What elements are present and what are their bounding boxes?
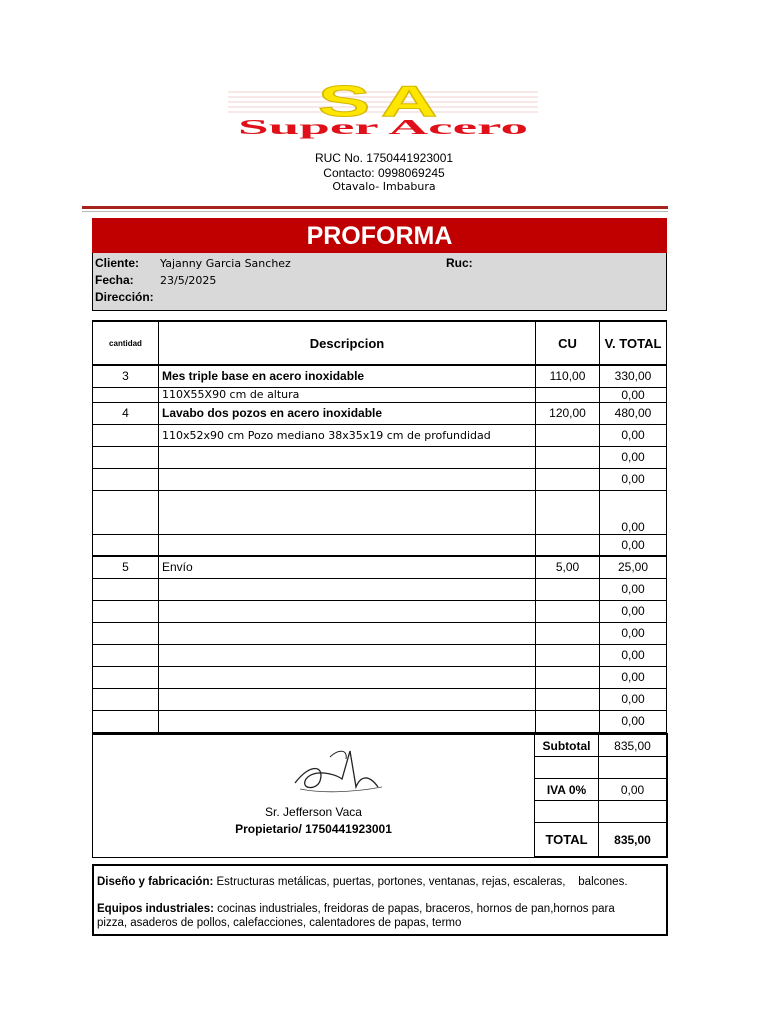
item-total: 0,00 [600,490,667,534]
item-unit-cost [536,644,600,666]
super-acero-logo-graphic [228,80,538,140]
item-quantity [93,534,159,556]
item-description: 110x52x90 cm Pozo mediano 38x35x19 cm de profundidad [159,424,536,446]
header-rule-red [82,206,668,209]
footer-line-equipment [97,902,615,916]
item-unit-cost [536,490,600,534]
footer-design-heading: Diseño y fabricación: [97,876,214,888]
item-description: Envío [159,556,536,578]
table-row [93,446,667,468]
total-value: 835,00 [599,823,667,857]
table-row [93,644,667,666]
item-total: 0,00 [600,688,667,710]
item-total: 0,00 [600,424,667,446]
table-row [93,387,667,402]
date-value: 23/5/2025 [160,274,217,287]
item-unit-cost [536,578,600,600]
item-total: 0,00 [600,468,667,490]
footer-equipment-text: cocinas industriales, freidoras de papas, braceros, hornos de pan,hornos para [213,903,615,915]
header-unit-cost: CU [536,321,600,365]
client-name: Yajanny Garcia Sanchez [160,257,291,270]
header-rule-gray [82,211,668,212]
item-total: 0,00 [600,578,667,600]
item-quantity: 3 [93,365,159,387]
table-row [93,710,667,732]
company-ruc: RUC No. 1750441923001 [314,151,454,165]
item-unit-cost: 5,00 [536,556,600,578]
item-quantity [93,600,159,622]
item-quantity [93,578,159,600]
item-description [159,644,536,666]
item-unit-cost [536,468,600,490]
item-quantity [93,490,159,534]
signature-block [93,735,534,857]
item-description [159,534,536,556]
item-total: 0,00 [600,387,667,402]
totals-table [534,734,667,857]
item-total: 0,00 [600,446,667,468]
services-footer [92,864,668,936]
item-total: 0,00 [600,710,667,732]
table-row [93,402,667,424]
footer-line-equipment-cont: pizza, asaderos de pollos, calefacciones, calentadores de papas, termo [97,917,462,929]
item-description [159,600,536,622]
item-total: 0,00 [600,622,667,644]
svg-text:Super Acero: Super Acero [238,115,528,139]
client-info-box [92,253,667,311]
item-quantity [93,622,159,644]
date-label: Fecha: [95,273,134,287]
item-description [159,666,536,688]
blank-cell [599,801,667,823]
table-row [93,600,667,622]
table-row [93,490,667,534]
item-unit-cost [536,424,600,446]
item-description [159,688,536,710]
signer-name: Sr. Jefferson Vaca [265,805,362,819]
footer-design-text: Estructuras metálicas, puertas, portones, ventanas, rejas, escaleras, balcones. [213,876,628,888]
item-total: 330,00 [600,365,667,387]
document-title: PROFORMA [92,218,667,253]
item-total: 25,00 [600,556,667,578]
item-description [159,578,536,600]
footer-line-design [97,875,628,889]
header-total: V. TOTAL [600,321,667,365]
subtotal-label: Subtotal [535,735,599,757]
handwritten-signature [290,743,388,799]
item-quantity [93,387,159,402]
table-row [93,578,667,600]
blank-cell [535,757,599,779]
item-quantity [93,424,159,446]
blank-cell [599,757,667,779]
iva-value: 0,00 [599,779,667,801]
item-quantity [93,446,159,468]
item-unit-cost [536,622,600,644]
item-quantity [93,710,159,732]
item-description [159,710,536,732]
item-description: 110X55X90 cm de altura [159,387,536,402]
item-quantity [93,688,159,710]
iva-label: IVA 0% [535,779,599,801]
blank-cell [535,801,599,823]
table-row [93,365,667,387]
table-row [93,534,667,556]
item-unit-cost [536,666,600,688]
summary-box [92,733,668,858]
signature-image [290,743,388,799]
table-header-row [93,321,667,365]
ruc-label: Ruc: [446,256,473,270]
item-description: Lavabo dos pozos en acero inoxidable [159,402,536,424]
subtotal-value: 835,00 [599,735,667,757]
item-total: 0,00 [600,600,667,622]
table-row [93,688,667,710]
items-table [92,320,667,733]
item-quantity: 4 [93,402,159,424]
item-quantity [93,666,159,688]
signer-role: Propietario/ 1750441923001 [235,822,392,836]
address-label: Dirección: [95,290,154,304]
item-unit-cost: 110,00 [536,365,600,387]
table-row [93,468,667,490]
item-unit-cost [536,446,600,468]
item-quantity: 5 [93,556,159,578]
item-quantity [93,644,159,666]
item-unit-cost [536,534,600,556]
item-description [159,490,536,534]
item-description [159,622,536,644]
company-contact: Contacto: 0998069245 [323,166,445,180]
item-unit-cost [536,710,600,732]
table-row [93,622,667,644]
item-total: 0,00 [600,666,667,688]
table-row [93,424,667,446]
header-quantity: cantidad [93,321,159,365]
item-description: Mes triple base en acero inoxidable [159,365,536,387]
total-label: TOTAL [535,823,599,857]
item-total: 480,00 [600,402,667,424]
header-description: Descripcion [159,321,536,365]
item-unit-cost [536,688,600,710]
item-unit-cost [536,600,600,622]
client-label: Cliente: [95,256,140,270]
item-total: 0,00 [600,534,667,556]
table-row [93,556,667,578]
item-unit-cost: 120,00 [536,402,600,424]
item-quantity [93,468,159,490]
item-total: 0,00 [600,644,667,666]
footer-equipment-heading: Equipos industriales: [97,903,214,915]
company-location: Otavalo- Imbabura [332,180,436,193]
item-description [159,468,536,490]
table-row [93,666,667,688]
company-logo [228,80,538,140]
item-unit-cost [536,387,600,402]
svg-text:SA: SA [318,80,448,126]
item-description [159,446,536,468]
